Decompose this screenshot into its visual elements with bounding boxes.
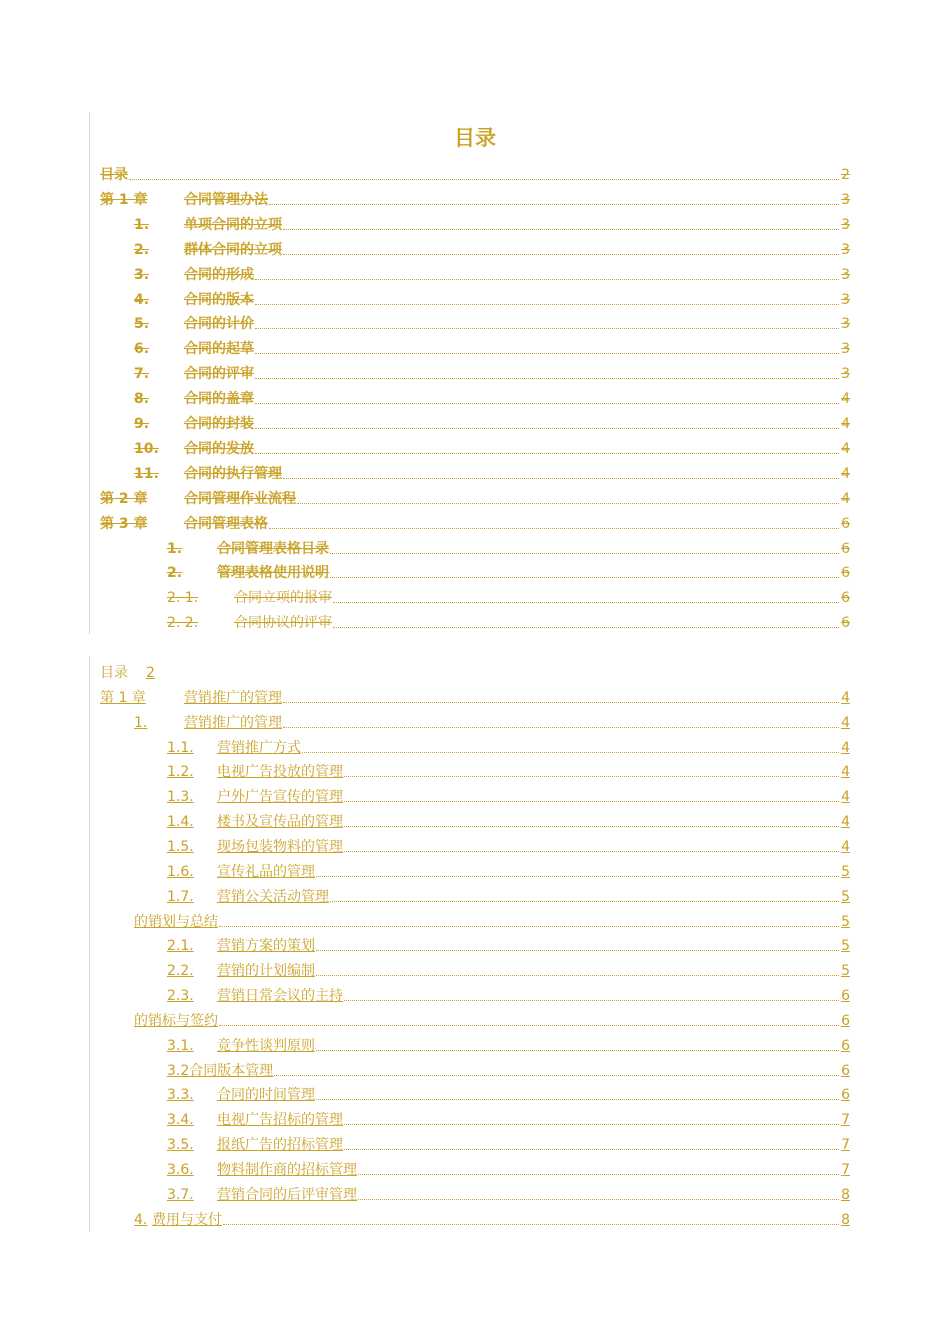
toc-entry-title: 营销推广方式 [217, 739, 301, 756]
toc-dot-leader [344, 826, 839, 827]
toc-entry-number: 2.1. [167, 938, 194, 955]
toc-entry-number: 8. [134, 391, 150, 408]
toc-page-number: 4 [841, 689, 850, 706]
toc-page-number: 8 [841, 1186, 850, 1203]
toc-entry-title: 合同的形成 [184, 266, 254, 283]
toc-entry[interactable] [100, 287, 850, 309]
toc-page-number: 3 [841, 341, 850, 358]
toc-page-number: 5 [841, 913, 850, 930]
toc-entry-title: 费用与支付 [152, 1211, 222, 1228]
toc-dot-leader [255, 304, 839, 305]
toc-entry[interactable] [100, 1157, 850, 1179]
toc-entry-number: 3.1. [167, 1037, 194, 1054]
toc-page-number: 8 [841, 1211, 850, 1228]
toc-dot-leader [333, 602, 839, 603]
toc-page-number: 4 [841, 764, 850, 781]
toc-entry-number: 6. [134, 341, 150, 358]
toc-entry-title: 合同版本管理 [189, 1062, 274, 1079]
toc-page-number: 6 [841, 565, 850, 582]
toc-entry-title: 合同的执行管理 [184, 465, 282, 482]
toc-entry-number: 3.2 [167, 1062, 190, 1079]
toc-page-number: 5 [841, 888, 850, 905]
toc-entry-title: 现场包装物料的管理 [217, 838, 343, 855]
toc-entry-title: 营销推广的管理 [184, 689, 282, 706]
toc-entry[interactable] [100, 386, 850, 408]
toc-page-number: 4 [841, 490, 850, 507]
toc-entry-title: 宣传礼品的管理 [217, 863, 315, 880]
toc-dot-leader [255, 453, 839, 454]
toc-entry-title: 合同管理表格目录 [217, 540, 329, 557]
toc-entry-number: 10. [134, 440, 159, 457]
toc-entry[interactable] [100, 834, 850, 856]
toc-dot-leader [269, 528, 839, 529]
toc-entry-number: 3.3. [167, 1087, 194, 1104]
toc-entry-number: 5. [134, 316, 150, 333]
toc-dot-leader [283, 229, 839, 230]
toc-entry[interactable] [100, 809, 850, 831]
toc-entry-title: 单项合同的立项 [184, 216, 282, 233]
toc-entry[interactable] [100, 237, 850, 259]
toc-entry-number: 1.6. [167, 863, 194, 880]
toc-entry-number: 1.4. [167, 814, 194, 831]
toc-entry[interactable] [100, 511, 850, 533]
toc-entry[interactable] [100, 212, 850, 234]
toc-entry-title: 营销方案的策划 [217, 938, 315, 955]
toc-entry-title: 营销日常会议的主持 [217, 988, 343, 1005]
toc-entry[interactable] [100, 784, 850, 806]
toc-entry[interactable] [100, 983, 850, 1005]
toc-page-number: 3 [841, 216, 850, 233]
toc-entry[interactable] [100, 585, 850, 607]
toc-dot-leader [344, 1000, 839, 1001]
toc-page-number: 5 [841, 863, 850, 880]
toc-page-number: 6 [841, 1012, 850, 1029]
toc-page-number: 5 [841, 963, 850, 980]
toc-entry-title: 电视广告投放的管理 [217, 764, 343, 781]
toc-entry-title: 合同管理表格 [184, 515, 268, 532]
toc-dot-leader [283, 478, 839, 479]
toc-page-number: 4 [841, 714, 850, 731]
toc-entry[interactable] [100, 958, 850, 980]
toc-entry-title: 合同管理作业流程 [184, 490, 296, 507]
toc-entry-title: 合同的盖章 [184, 391, 254, 408]
toc-entry-number: 1. [134, 216, 150, 233]
toc-entry-number: 第 1 章 [100, 191, 148, 208]
toc-page-number: 6 [841, 1087, 850, 1104]
toc-entry-number: 4. [134, 291, 150, 308]
toc-dot-leader [316, 876, 839, 877]
toc-entry-number: 3.4. [167, 1112, 194, 1129]
toc-entry[interactable] [100, 361, 850, 383]
toc-page-number: 3 [841, 366, 850, 383]
toc-dot-leader [283, 254, 839, 255]
toc-page-number: 7 [841, 1137, 850, 1154]
toc-page-number: 4 [841, 838, 850, 855]
toc-page-number: 2 [841, 167, 850, 183]
toc-entry-number: 第 2 章 [100, 490, 148, 507]
toc-dot-leader [358, 1199, 839, 1200]
toc-entry-title: 的销划与总结 [134, 913, 218, 930]
toc-entry[interactable] [100, 1132, 850, 1154]
toc-title: 目录 [454, 126, 496, 150]
toc-dot-leader [333, 627, 839, 628]
toc-entry-number: 目录 [100, 167, 128, 183]
toc-page-number: 4 [841, 465, 850, 482]
toc-dot-leader [358, 1174, 839, 1175]
toc-entry[interactable] [100, 610, 850, 632]
toc-page-number: 6 [841, 615, 850, 632]
toc-entry[interactable] [100, 411, 850, 433]
toc-dot-leader [219, 1025, 839, 1026]
toc-page-number: 6 [841, 1037, 850, 1054]
toc-entry-title: 合同的版本 [184, 291, 254, 308]
toc-dot-leader [302, 752, 839, 753]
toc-dot-leader [316, 950, 839, 951]
toc-entry-title: 物料制作商的招标管理 [217, 1162, 357, 1178]
toc-dot-leader [344, 1124, 839, 1125]
toc-entry-number: 3.6. [167, 1162, 194, 1178]
toc-dot-leader [255, 328, 839, 329]
toc-entry[interactable] [100, 884, 850, 906]
toc-entry-title: 竞争性谈判原则 [217, 1037, 315, 1054]
toc-entry-title: 合同的起草 [184, 341, 254, 358]
toc-entry[interactable] [100, 311, 850, 333]
toc-entry-title: 合同的封装 [184, 416, 254, 432]
toc-entry[interactable] [100, 685, 850, 707]
toc-dot-leader [316, 1050, 839, 1051]
toc-entry-number: 2.2. [167, 963, 194, 980]
toc-entry-title: 楼书及宣传品的管理 [217, 814, 343, 831]
toc-entry-title: 合同管理办法 [184, 191, 268, 208]
toc-entry-title: 合同的发放 [184, 440, 254, 457]
toc-page-number: 4 [841, 739, 850, 756]
toc-entry[interactable] [100, 436, 850, 458]
toc-entry-number: 3.7. [167, 1186, 194, 1203]
toc-entry-title: 合同的计价 [184, 316, 254, 333]
toc-entry-number: 1.7. [167, 888, 194, 905]
toc-dot-leader [330, 577, 839, 578]
toc-page-number: 7 [841, 1112, 850, 1129]
toc-entry-number: 7. [134, 366, 150, 383]
toc-dot-leader [283, 727, 839, 728]
toc-entry-title: 的销标与签约 [134, 1012, 218, 1029]
toc-entry[interactable] [100, 461, 850, 483]
toc-dot-leader [255, 353, 839, 354]
toc-entry[interactable] [100, 1033, 850, 1055]
toc-page-number: 6 [841, 515, 850, 532]
toc-entry-number: 1.5. [167, 838, 194, 855]
toc-dot-leader [330, 553, 839, 554]
toc-entry-title: 合同的时间管理 [217, 1087, 315, 1104]
toc-dot-leader [255, 403, 839, 404]
toc-entry-title: 营销的计划编制 [217, 963, 315, 980]
page-edge-top [89, 112, 90, 634]
toc-entry-title: 群体合同的立项 [184, 241, 282, 258]
toc-page-number: 4 [841, 391, 850, 408]
toc-entry-number: 9. [134, 416, 150, 432]
toc-entry[interactable] [100, 1182, 850, 1204]
toc-entry[interactable] [100, 933, 850, 955]
toc-entry[interactable] [100, 909, 850, 931]
toc-page-number: 2 [146, 665, 155, 681]
toc-entry-number: 1.1. [167, 739, 194, 756]
toc-dot-leader [255, 279, 839, 280]
toc-entry-number: 第 3 章 [100, 515, 148, 532]
toc-entry[interactable] [100, 1058, 850, 1080]
toc-dot-leader [316, 975, 839, 976]
toc-entry-title: 报纸广告的招标管理 [217, 1137, 343, 1154]
toc-entry[interactable] [100, 859, 850, 881]
toc-page-number: 6 [841, 1062, 850, 1079]
toc-dot-leader [344, 776, 839, 777]
toc-entry[interactable] [100, 336, 850, 358]
toc-dot-leader [274, 1075, 839, 1076]
toc-entry[interactable] [100, 1107, 850, 1129]
toc-dot-leader [316, 1099, 839, 1100]
toc-entry-title: 合同协议的评审 [234, 615, 332, 632]
toc-entry[interactable] [100, 1008, 850, 1030]
toc-page-number: 3 [841, 316, 850, 333]
toc-page-number: 4 [841, 440, 850, 457]
toc-page-number: 4 [841, 789, 850, 806]
toc-dot-leader [219, 926, 839, 927]
toc-entry[interactable] [100, 1082, 850, 1104]
toc-entry[interactable] [100, 486, 850, 508]
toc-entry-number: 1. [134, 714, 148, 731]
toc-entry[interactable] [100, 187, 850, 209]
toc-page-number: 3 [841, 191, 850, 208]
toc-dot-leader [129, 179, 839, 180]
toc-entry[interactable] [100, 759, 850, 781]
toc-dot-leader [344, 801, 839, 802]
toc-page-number: 4 [841, 416, 850, 432]
toc-entry-number: 2. [134, 241, 150, 258]
toc-entry-number: 2. 2. [167, 615, 199, 632]
toc-entry-number: 2. [167, 565, 183, 582]
toc-entry-number: 2. 1. [167, 590, 199, 607]
toc-page-number: 3 [841, 291, 850, 308]
toc-entry-title: 合同的评审 [184, 366, 254, 383]
toc-page-number: 5 [841, 938, 850, 955]
toc-entry-number: 1.3. [167, 789, 194, 806]
toc-entry-number: 第 1 章 [100, 689, 146, 706]
toc-entry[interactable] [100, 262, 850, 284]
toc-dot-leader [344, 851, 839, 852]
toc-entry-title: 合同立项的报审 [234, 590, 332, 607]
toc-entry-number: 目录 [100, 665, 128, 681]
toc-entry-number: 2.3. [167, 988, 194, 1005]
toc-entry-number: 3. [134, 266, 150, 283]
toc-page-number: 6 [841, 540, 850, 557]
toc-entry[interactable] [100, 735, 850, 757]
toc-entry[interactable] [100, 536, 850, 558]
toc-page-number: 6 [841, 988, 850, 1005]
toc-dot-leader [255, 378, 839, 379]
toc-entry-number: 11. [134, 465, 159, 482]
toc-entry-title: 管理表格使用说明 [217, 565, 329, 582]
toc-dot-leader [283, 702, 839, 703]
toc-dot-leader [223, 1224, 839, 1225]
toc-page-number: 3 [841, 266, 850, 283]
toc-entry[interactable] [100, 660, 850, 682]
toc-page-number: 4 [841, 814, 850, 831]
toc-entry-number: 1. [167, 540, 183, 557]
toc-page-number: 6 [841, 590, 850, 607]
toc-entry-title: 电视广告招标的管理 [217, 1112, 343, 1129]
toc-entry-title: 营销公关活动管理 [217, 888, 329, 905]
toc-entry-title: 户外广告宣传的管理 [217, 789, 343, 806]
toc-entry[interactable] [100, 560, 850, 582]
toc-dot-leader [255, 428, 839, 429]
toc-entry-title: 营销推广的管理 [184, 714, 282, 731]
toc-entry-number: 4. [134, 1211, 148, 1228]
toc-entry-number: 1.2. [167, 764, 194, 781]
toc-dot-leader [269, 204, 839, 205]
toc-page-number: 3 [841, 241, 850, 258]
page-edge-bottom [89, 656, 90, 1232]
toc-entry-title: 营销合同的后评审管理 [217, 1186, 357, 1203]
toc-entry[interactable] [100, 1207, 850, 1229]
toc-entry[interactable] [100, 710, 850, 732]
toc-dot-leader [344, 1149, 839, 1150]
toc-entry-number: 3.5. [167, 1137, 194, 1154]
toc-page-number: 7 [841, 1162, 850, 1178]
toc-dot-leader [330, 901, 839, 902]
toc-dot-leader [297, 503, 839, 504]
toc-entry[interactable] [100, 162, 850, 184]
